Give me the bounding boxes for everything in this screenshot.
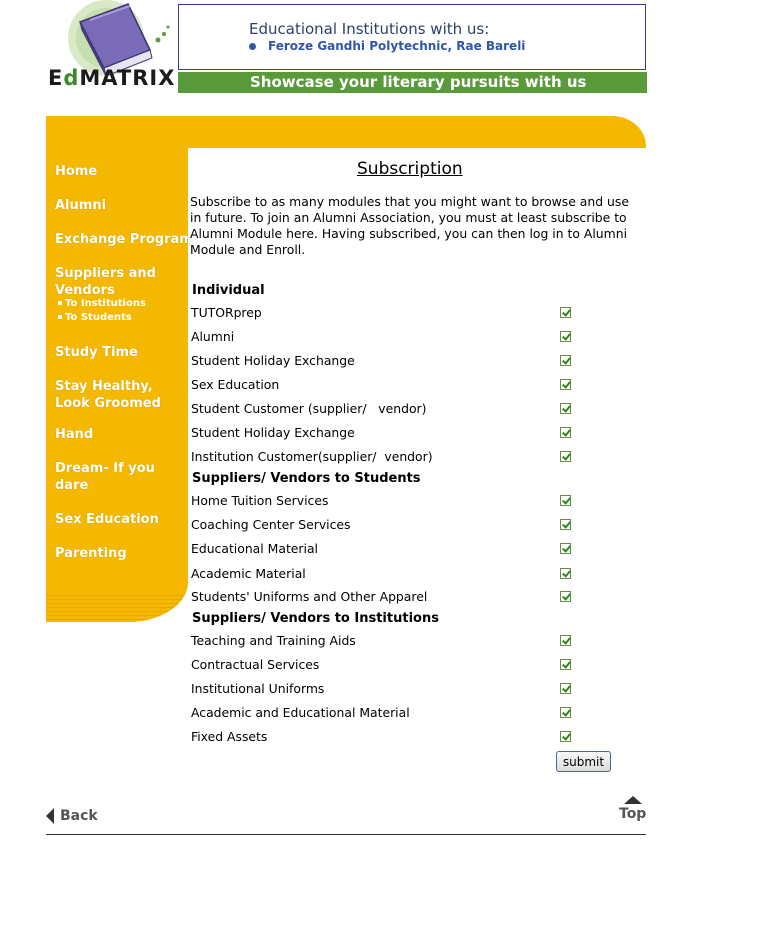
institutions-banner: [178, 4, 646, 70]
module-label: Alumni: [191, 329, 235, 344]
module-label: Student Holiday Exchange: [191, 353, 355, 368]
module-checkbox[interactable]: [560, 331, 571, 342]
nav-home[interactable]: Home: [55, 164, 98, 179]
module-checkbox[interactable]: [560, 451, 571, 462]
logo-wordmark: EdMATRIX: [48, 66, 176, 90]
module-label: Student Holiday Exchange: [191, 425, 355, 440]
module-checkbox[interactable]: [560, 707, 571, 718]
module-label: Academic Material: [191, 566, 306, 581]
nav-sub-to-students[interactable]: To Students: [58, 312, 132, 323]
section-individual: Individual: [192, 283, 265, 298]
nav-exchange-program[interactable]: Exchange Program: [55, 232, 193, 247]
institution-link[interactable]: Feroze Gandhi Polytechnic, Rae Bareli: [249, 39, 525, 53]
section-vendors-institutions: Suppliers/ Vendors to Institutions: [192, 611, 439, 626]
back-arrow-icon: [46, 808, 54, 824]
module-label: Academic and Educational Material: [191, 705, 410, 720]
module-checkbox[interactable]: [560, 659, 571, 670]
module-label: Coaching Center Services: [191, 517, 351, 532]
module-checkbox[interactable]: [560, 568, 571, 579]
module-checkbox[interactable]: [560, 355, 571, 366]
module-checkbox[interactable]: [560, 307, 571, 318]
module-label: Sex Education: [191, 377, 280, 392]
tagline: Showcase your literary pursuits with us: [250, 73, 587, 91]
module-checkbox[interactable]: [560, 591, 571, 602]
module-checkbox[interactable]: [560, 683, 571, 694]
up-arrow-icon: [624, 796, 642, 804]
module-label: TUTORprep: [191, 305, 262, 320]
section-vendors-students: Suppliers/ Vendors to Students: [192, 471, 421, 486]
nav-alumni[interactable]: Alumni: [55, 198, 107, 213]
nav-stay-healthy[interactable]: Stay Healthy, Look Groomed: [55, 379, 161, 411]
module-label: Educational Material: [191, 541, 318, 556]
module-label: Institutional Uniforms: [191, 681, 325, 696]
submit-button[interactable]: submit: [556, 751, 611, 772]
module-label: Student Customer (supplier/ vendor): [191, 401, 427, 416]
nav-study-time[interactable]: Study Time: [55, 345, 138, 360]
module-checkbox[interactable]: [560, 403, 571, 414]
module-checkbox[interactable]: [560, 427, 571, 438]
module-label: Home Tuition Services: [191, 493, 329, 508]
top-band: [46, 116, 646, 148]
tagline-bar: [178, 72, 647, 93]
nav-suppliers-vendors[interactable]: Suppliers and Vendors: [55, 266, 156, 298]
module-checkbox[interactable]: [560, 635, 571, 646]
nav-dream[interactable]: Dream- If you dare: [55, 461, 155, 493]
nav-sex-education[interactable]: Sex Education: [55, 512, 159, 527]
intro-text: Subscribe to as many modules that you might want to browse and use in future. To join an Alumni Association, you must at least subscribe to Alumni Module here. Having subscribed, you can then log in to Alumni Module and Enroll.: [190, 194, 629, 257]
module-label: Fixed Assets: [191, 729, 268, 744]
nav-hand[interactable]: Hand: [55, 427, 94, 442]
module-checkbox[interactable]: [560, 495, 571, 506]
nav-sub-to-institutions[interactable]: To Institutions: [58, 298, 146, 309]
back-button[interactable]: Back: [46, 808, 98, 824]
module-label: Contractual Services: [191, 657, 320, 672]
nav-parenting[interactable]: Parenting: [55, 546, 127, 561]
module-label: Teaching and Training Aids: [191, 633, 356, 648]
top-button[interactable]: Top: [619, 796, 646, 822]
module-checkbox[interactable]: [560, 519, 571, 530]
module-checkbox[interactable]: [560, 543, 571, 554]
banner-title: Educational Institutions with us:: [249, 20, 490, 38]
footer-divider: [46, 834, 646, 835]
module-checkbox[interactable]: [560, 379, 571, 390]
page-title: Subscription: [357, 159, 463, 179]
module-checkbox[interactable]: [560, 731, 571, 742]
bullet-icon: [249, 43, 256, 50]
module-label: Students' Uniforms and Other Apparel: [191, 589, 428, 604]
module-label: Institution Customer(supplier/ vendor): [191, 449, 433, 464]
